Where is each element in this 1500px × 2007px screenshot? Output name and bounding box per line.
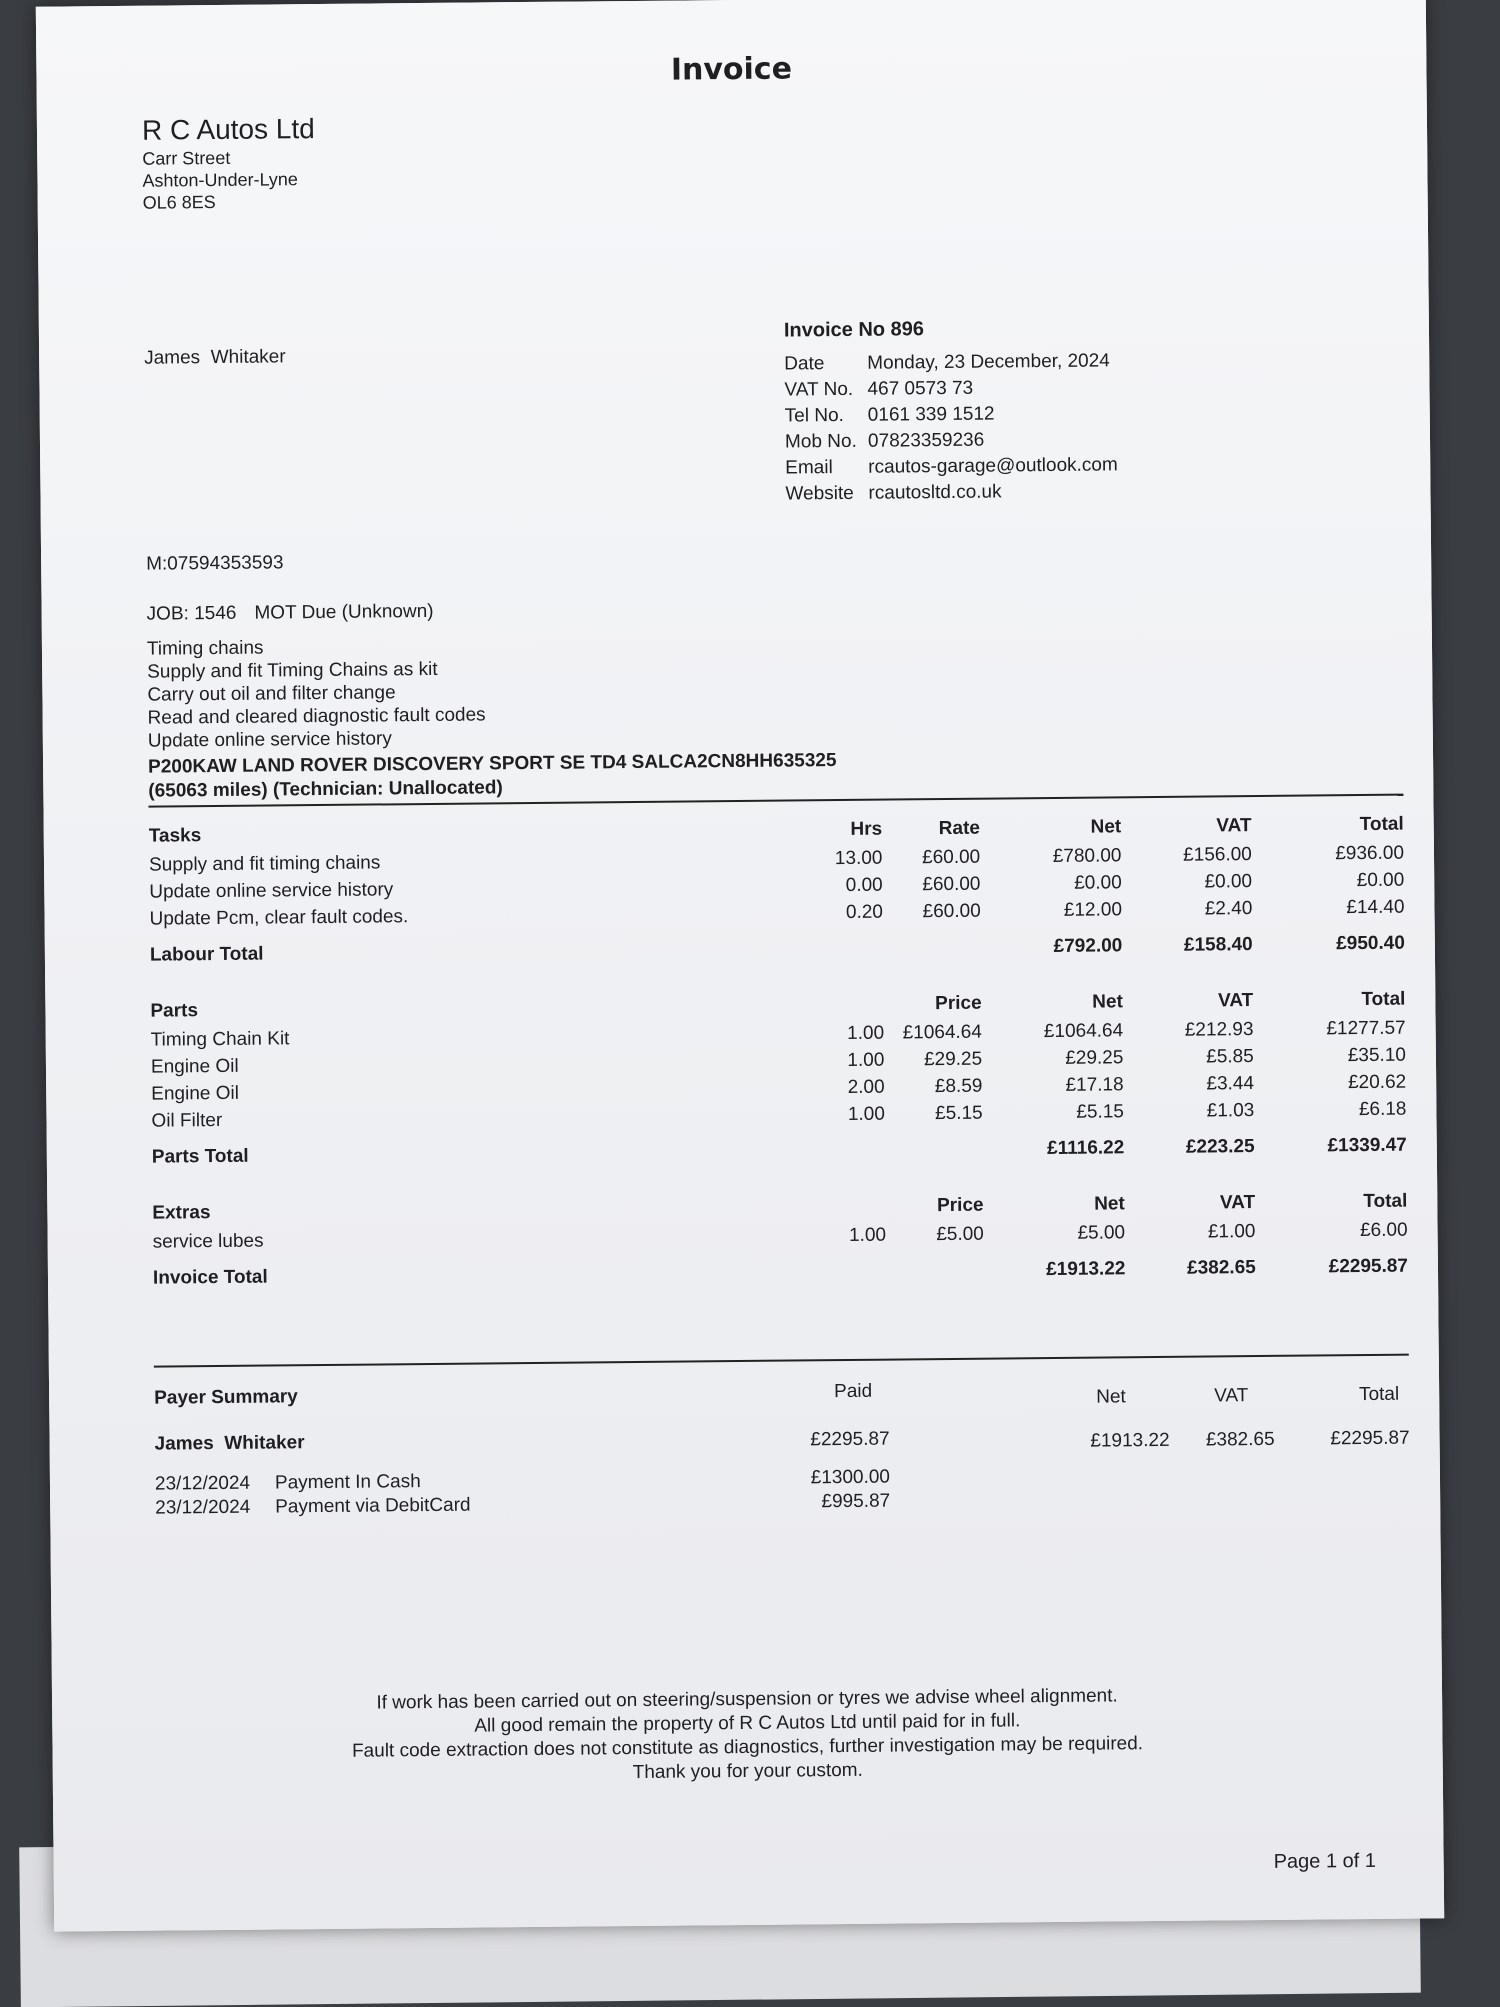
company-address-line: Carr Street [142, 147, 231, 169]
cell: £35.10 [1347, 1044, 1407, 1067]
cell: £14.40 [1346, 896, 1405, 919]
total-gross: £1339.47 [1327, 1134, 1407, 1157]
job-number: JOB: 1546 [146, 602, 237, 625]
column-header: Price [936, 1194, 984, 1217]
detail-value: 467 0573 73 [867, 377, 974, 400]
detail-label: Mob No. [784, 430, 857, 453]
payment-amount: £1300.00 [810, 1466, 891, 1489]
parts-table [150, 987, 1407, 1169]
column-header: Total [1361, 988, 1406, 1011]
page-number: Page 1 of 1 [1273, 1849, 1377, 1873]
column-header: Total [1359, 813, 1404, 836]
column-header: VAT [1216, 815, 1252, 837]
payment-description: Payment In Cash [274, 1471, 421, 1494]
job-description-line: Carry out oil and filter change [147, 682, 396, 706]
column-header: VAT [1217, 990, 1254, 1012]
detail-row [785, 400, 1118, 429]
column-header: Rate [938, 817, 981, 840]
total-header: Total [1358, 1383, 1400, 1406]
job-line [147, 601, 434, 626]
detail-row [785, 478, 1118, 507]
cell: £5.15 [935, 1102, 983, 1125]
payer-total: £2295.87 [1330, 1427, 1410, 1450]
cell: £1.00 [1207, 1221, 1256, 1243]
detail-label: Date [784, 353, 825, 375]
detail-row [785, 426, 1118, 455]
cell: £20.62 [1347, 1071, 1407, 1094]
total-gross: £2295.87 [1328, 1255, 1409, 1278]
payer-title: Payer Summary [154, 1386, 298, 1409]
total-net: £792.00 [1053, 935, 1123, 957]
cell: £12.00 [1063, 899, 1123, 921]
cell: 1.00 [848, 1224, 887, 1246]
net-header: Net [1096, 1386, 1126, 1408]
company-address-line: Ashton-Under-Lyne [142, 169, 298, 191]
customer-name: James Whitaker [144, 346, 286, 369]
column-header: Price [935, 992, 982, 1015]
job-description-line: Timing chains [146, 637, 264, 660]
column-header [793, 1194, 886, 1221]
company-name: R C Autos Ltd [141, 113, 315, 146]
footer-line: Fault code extraction does not constitute as diagnostics, further investigation may be required. [351, 1733, 1144, 1762]
detail-label: Tel No. [784, 404, 844, 427]
cell: Supply and fit timing chains [148, 852, 381, 876]
total-label: Labour Total [149, 943, 264, 966]
cell: Engine Oil [151, 1082, 240, 1105]
cell: £936.00 [1335, 842, 1405, 865]
cell: £3.44 [1206, 1073, 1255, 1095]
total-vat: £382.65 [1186, 1257, 1256, 1279]
column-header: Total [1363, 1190, 1408, 1213]
cell: £0.00 [1356, 869, 1405, 892]
column-header: Extras [152, 1202, 211, 1224]
total-net: £1116.22 [1046, 1137, 1125, 1160]
cell: Update Pcm, clear fault codes. [149, 906, 409, 930]
divider [154, 1354, 1409, 1368]
cell: £156.00 [1183, 844, 1252, 866]
cell: 0.20 [845, 901, 884, 923]
total-net: £1913.22 [1046, 1258, 1126, 1281]
detail-value: rcautosltd.co.uk [868, 481, 1002, 504]
detail-value: Monday, 23 December, 2024 [867, 350, 1110, 374]
cell: £1.03 [1206, 1100, 1255, 1122]
cell: Update online service history [149, 879, 394, 903]
cell: £60.00 [922, 900, 981, 923]
cell: £1064.64 [1043, 1020, 1124, 1043]
cell: £2.40 [1204, 898, 1253, 920]
cell: £60.00 [921, 846, 981, 869]
footer-line: If work has been carried out on steering/suspension or tyres we advise wheel alignment. [376, 1685, 1118, 1714]
column-header: Net [1090, 816, 1122, 838]
vehicle-line: P200KAW LAND ROVER DISCOVERY SPORT SE TD4 SALCA2CN8HH635325 [147, 750, 837, 778]
total-vat: £223.25 [1185, 1136, 1255, 1158]
invoice-page [36, 0, 1444, 1932]
job-description-line: Supply and fit Timing Chains as kit [147, 658, 438, 683]
cell: 2.00 [847, 1076, 885, 1098]
payment-date: 23/12/2024 [154, 1472, 251, 1495]
cell: £5.00 [1077, 1222, 1126, 1244]
detail-value: 0161 339 1512 [867, 403, 995, 426]
column-header: Net [1092, 991, 1123, 1013]
payer-paid: £2295.87 [810, 1428, 890, 1451]
cell: £0.00 [1204, 871, 1253, 893]
payer-name: James Whitaker [154, 1432, 305, 1455]
detail-label: Website [785, 482, 854, 505]
mot-status: MOT Due (Unknown) [254, 600, 434, 624]
cell: £5.15 [1076, 1101, 1125, 1123]
job-description-line: Update online service history [147, 728, 392, 752]
cell: 13.00 [834, 847, 883, 870]
footer-line: All good remain the property of R C Autos Ltd until paid for in full. [474, 1710, 1021, 1737]
detail-label: Email [785, 457, 833, 479]
cell: £6.00 [1359, 1219, 1408, 1242]
payer-summary [154, 1376, 1410, 1522]
cell: £17.18 [1065, 1074, 1124, 1096]
total-vat: £158.40 [1183, 934, 1253, 956]
cell: Engine Oil [150, 1055, 239, 1078]
cell: £0.00 [1074, 872, 1122, 894]
cell: Timing Chain Kit [150, 1028, 290, 1051]
vehicle-mileage-line: (65063 miles) (Technician: Unallocated) [148, 777, 503, 802]
total-gross: £950.40 [1336, 932, 1405, 955]
cell: £6.18 [1358, 1098, 1407, 1121]
job-description [147, 634, 486, 752]
cell: £5.00 [936, 1223, 984, 1246]
cell: £60.00 [922, 873, 981, 896]
column-header: Tasks [148, 825, 202, 847]
invoice-details [784, 314, 1118, 507]
payment-amount: £995.87 [821, 1490, 891, 1513]
cell: £780.00 [1052, 845, 1122, 867]
payer-net: £1913.22 [1090, 1429, 1170, 1452]
cell: £29.25 [1065, 1047, 1124, 1069]
cell: Oil Filter [151, 1109, 223, 1132]
cell: £8.59 [934, 1075, 983, 1098]
detail-row [784, 374, 1117, 403]
detail-row [784, 348, 1117, 377]
detail-value: 07823359236 [867, 429, 985, 452]
cell: £29.25 [923, 1048, 983, 1071]
total-label: Invoice Total [152, 1266, 268, 1289]
cell: £5.85 [1206, 1046, 1254, 1068]
cell: £1064.64 [902, 1021, 982, 1044]
column-header: Hrs [850, 818, 883, 840]
payer-vat: £382.65 [1205, 1428, 1275, 1451]
footer-notes [52, 1681, 1443, 1790]
column-header: VAT [1219, 1192, 1256, 1214]
column-header: Net [1094, 1193, 1125, 1215]
extras-table [152, 1189, 1408, 1290]
cell: 0.00 [845, 874, 883, 896]
vehicle-details [148, 749, 837, 804]
vat-header: VAT [1214, 1385, 1249, 1407]
job-description-line: Read and cleared diagnostic fault codes [147, 704, 486, 729]
total-label: Parts Total [151, 1145, 249, 1168]
cell: £1277.57 [1326, 1017, 1406, 1040]
tasks-table [149, 812, 1405, 967]
cell: £212.93 [1184, 1019, 1254, 1041]
cell: service lubes [152, 1230, 264, 1253]
payment-description: Payment via DebitCard [275, 1494, 471, 1518]
detail-label: VAT No. [784, 378, 854, 401]
column-header: Parts [150, 1000, 199, 1022]
cell: 1.00 [847, 1022, 885, 1044]
invoice-number: Invoice No 896 [783, 318, 925, 342]
cell: 1.00 [847, 1049, 885, 1071]
payment-date: 23/12/2024 [155, 1496, 251, 1519]
detail-row [785, 452, 1118, 481]
column-header [791, 992, 884, 1019]
invoice-title: Invoice [670, 51, 793, 88]
detail-value: rcautos-garage@outlook.com [868, 454, 1118, 478]
company-address-line: OL6 8ES [142, 191, 216, 213]
company-block [142, 112, 316, 214]
customer-mobile: M:07594353593 [146, 552, 284, 575]
cell: 1.00 [847, 1103, 885, 1125]
footer-line: Thank you for your custom. [632, 1759, 863, 1784]
paid-header: Paid [834, 1380, 873, 1403]
